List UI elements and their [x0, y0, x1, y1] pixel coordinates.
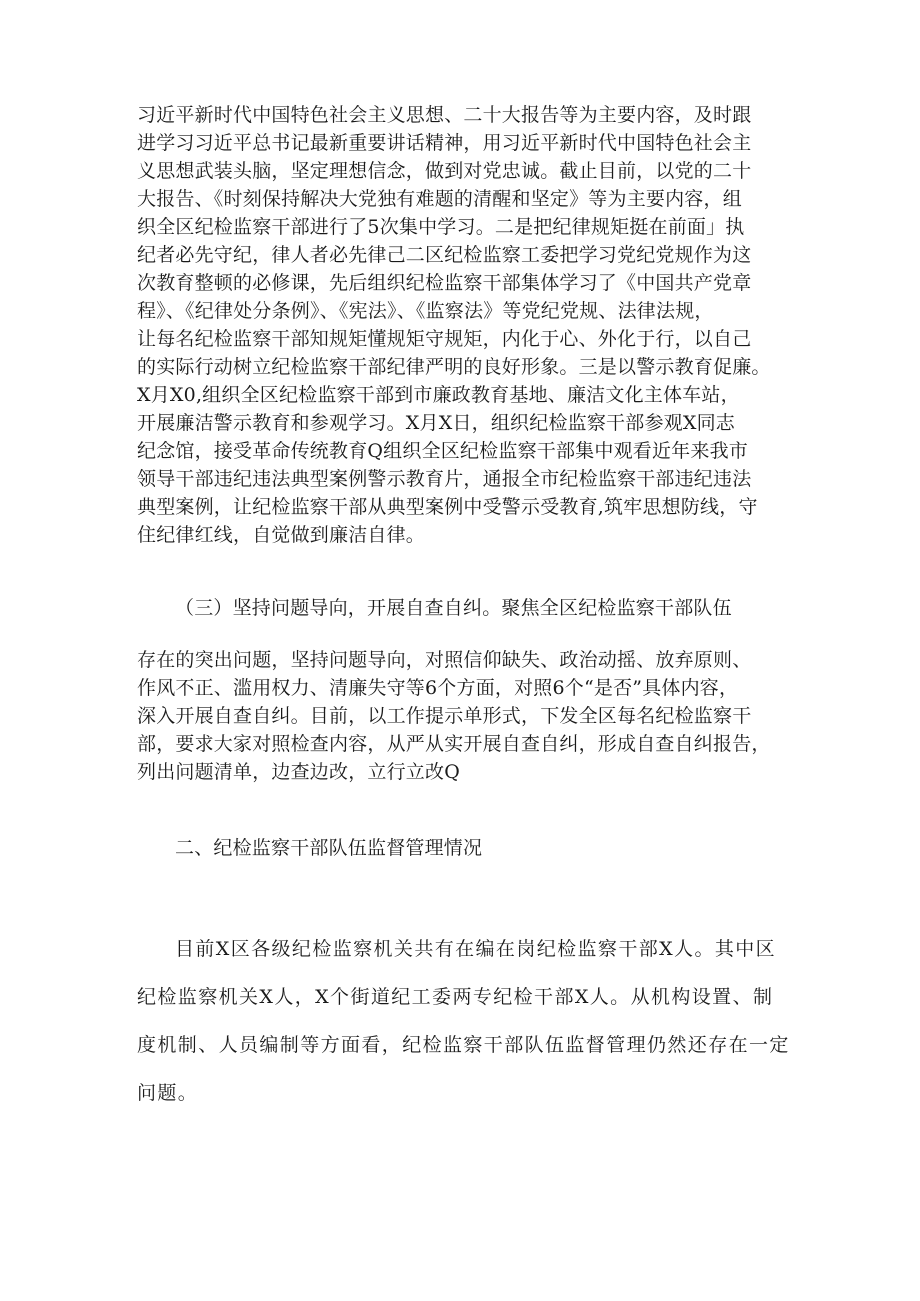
text-line: 开展廉洁警示教育和参观学习。X月X日，组织纪检监察干部参观X同志 — [137, 412, 735, 434]
text-line: 织全区纪检监察干部进行了5次集中学习。二是把纪律规矩挺在前面」执 — [137, 216, 745, 238]
text-line: 存在的突出问题，坚持问题导向，对照信仰缺失、政治动摇、放弃原则、 — [137, 649, 752, 671]
text-line: 目前X区各级纪检监察机关共有在编在岗纪检监察干部X人。其中区 — [175, 938, 777, 960]
text-line: 纪者必先守纪，律人者必先律己二区纪检监察工委把学习党纪党规作为这 — [137, 244, 752, 266]
subsection-heading: （三）坚持问题导向，开展自查自纠。聚焦全区纪检监察干部队伍 — [175, 597, 732, 619]
text-line: 领导干部违纪违法典型案例警示教育片，通报全市纪检监察干部违纪违法 — [137, 468, 752, 490]
text-line: 深入开展自查自纠。目前，以工作提示单形式，下发全区每名纪检监察干 — [137, 705, 752, 727]
text-line: 部，要求大家对照检查内容，从严从实开展自查自纠，形成自查自纠报告， — [137, 733, 771, 755]
text-line: X月X0,组织全区纪检监察干部到市廉政教育基地、廉洁文化主体车站， — [137, 384, 740, 406]
text-line: 纪检监察机关X人，X个街道纪工委两专纪检干部X人。从机构设置、制 — [137, 986, 774, 1008]
text-line: 义思想武装头脑，坚定理想信念，做到对党忠诚。截止目前，以党的二十 — [137, 160, 752, 182]
text-line: 列出问题清单，边查边改，立行立改Q — [137, 761, 460, 783]
text-line: 度机制、人员编制等方面看，纪检监察干部队伍监督管理仍然还存在一定 — [137, 1034, 790, 1056]
text-line: 典型案例，让纪检监察干部从典型案例中受警示受教育,筑牢思想防线，守 — [137, 496, 758, 518]
text-line: 大报告、《时刻保持解决大党独有难题的清醒和坚定》等为主要内容，组 — [137, 188, 742, 210]
text-line: 纪念馆，接受革命传统教育Q组织全区纪检监察干部集中观看近年来我市 — [137, 440, 748, 462]
text-line: 程》、《纪律处分条例》、《宪法》、《监察法》等党纪党规、法律法规， — [137, 300, 714, 322]
text-line: 进学习习近平总书记最新重要讲话精神，用习近平新时代中国特色社会主 — [137, 132, 752, 154]
text-line: 问题。 — [137, 1082, 199, 1104]
text-line: 次教育整顿的必修课，先后组织纪检监察干部集体学习了《中国共产党章 — [137, 272, 752, 294]
text-line: 作风不正、滥用权力、清廉失守等6个方面，对照6个“是否”具体内容， — [137, 677, 739, 699]
section-heading: 二、纪检监察干部队伍监督管理情况 — [175, 837, 483, 859]
text-line: 住纪律红线，自觉做到廉洁自律。 — [137, 524, 426, 546]
text-line: 的实际行动树立纪检监察干部纪律严明的良好形象。三是以警示教育促廉。 — [137, 356, 771, 378]
text-line: 习近平新时代中国特色社会主义思想、二十大报告等为主要内容，及时跟 — [137, 104, 752, 126]
text-line: 让每名纪检监察干部知规矩懂规矩守规矩，内化于心、外化于行，以自己 — [137, 328, 752, 350]
